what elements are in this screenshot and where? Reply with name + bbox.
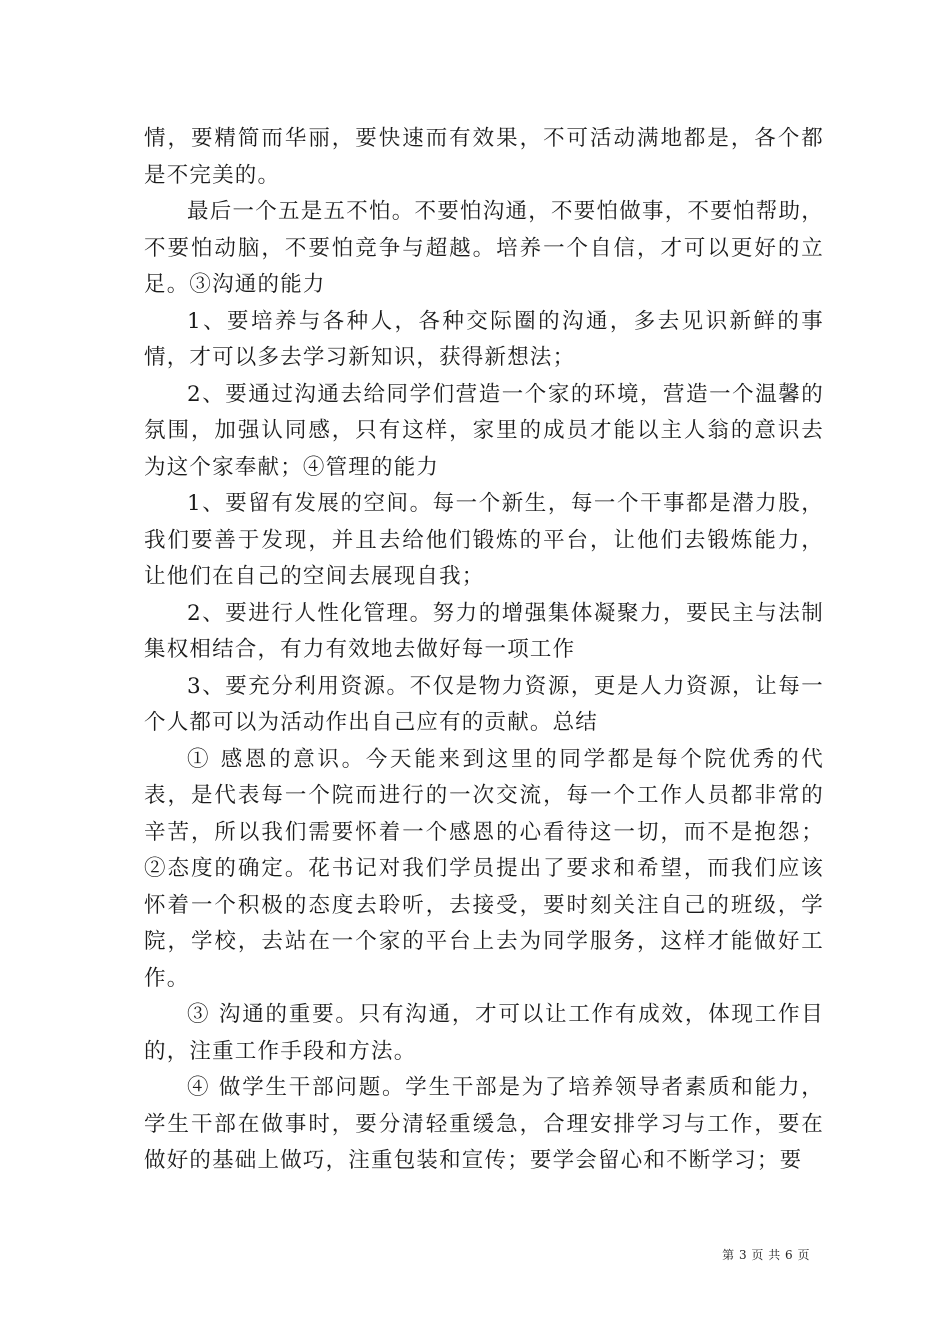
paragraph: 2、要通过沟通去给同学们营造一个家的环境，营造一个温馨的氛围，加强认同感，只有这样，家里的成员才能以主人翁的意识去为这个家奉献；④管理的能力 <box>144 381 824 480</box>
paragraph: 2、要进行人性化管理。努力的增强集体凝聚力，要民主与法制集权相结合，有力有效地去做好每一项工作 <box>144 600 824 662</box>
paragraph: ③ 沟通的重要。只有沟通，才可以让工作有成效，体现工作目的，注重工作手段和方法。 <box>144 1002 824 1064</box>
paragraph: 最后一个五是五不怕。不要怕沟通，不要怕做事，不要怕帮助，不要怕动脑，不要怕竞争与超越。培养一个自信，才可以更好的立足。③沟通的能力 <box>144 199 824 297</box>
page-number: 第 3 页 共 6 页 <box>722 1248 810 1262</box>
paragraph: 3、要充分利用资源。不仅是物力资源，更是人力资源，让每一个人都可以为活动作出自己应有的贡献。总结 <box>144 673 824 735</box>
document-body <box>144 121 824 1180</box>
paragraph: 1、要留有发展的空间。每一个新生，每一个干事都是潜力股，我们要善于发现，并且去给他们锻炼的平台，让他们去锻炼能力，让他们在自己的空间去展现自我； <box>144 491 824 589</box>
paragraph: 情，要精简而华丽，要快速而有效果，不可活动满地都是，各个都是不完美的。 <box>144 126 824 188</box>
paragraph: ① 感恩的意识。今天能来到这里的同学都是每个院优秀的代表，是代表每一个院而进行的一次交流，每一个工作人员都非常的辛苦，所以我们需要怀着一个感恩的心看待这一切，而不是抱怨；②态度的确定。花书记对我们学员提出了要求和希望，而我们应该怀着一个积极的态度去聆听，去接受，要时刻关注自己的班级，学院，学校，去站在一个家的平台上去为同学服务，这样才能做好工作。 <box>144 746 824 991</box>
paragraph: 1、要培养与各种人，各种交际圈的沟通，多去见识新鲜的事情，才可以多去学习新知识，获得新想法； <box>144 308 824 370</box>
paragraph: ④ 做学生干部问题。学生干部是为了培养领导者素质和能力，学生干部在做事时，要分清轻重缓急，合理安排学习与工作，要在做好的基础上做巧，注重包装和宣传；要学会留心和不断学习；要 <box>144 1075 824 1173</box>
